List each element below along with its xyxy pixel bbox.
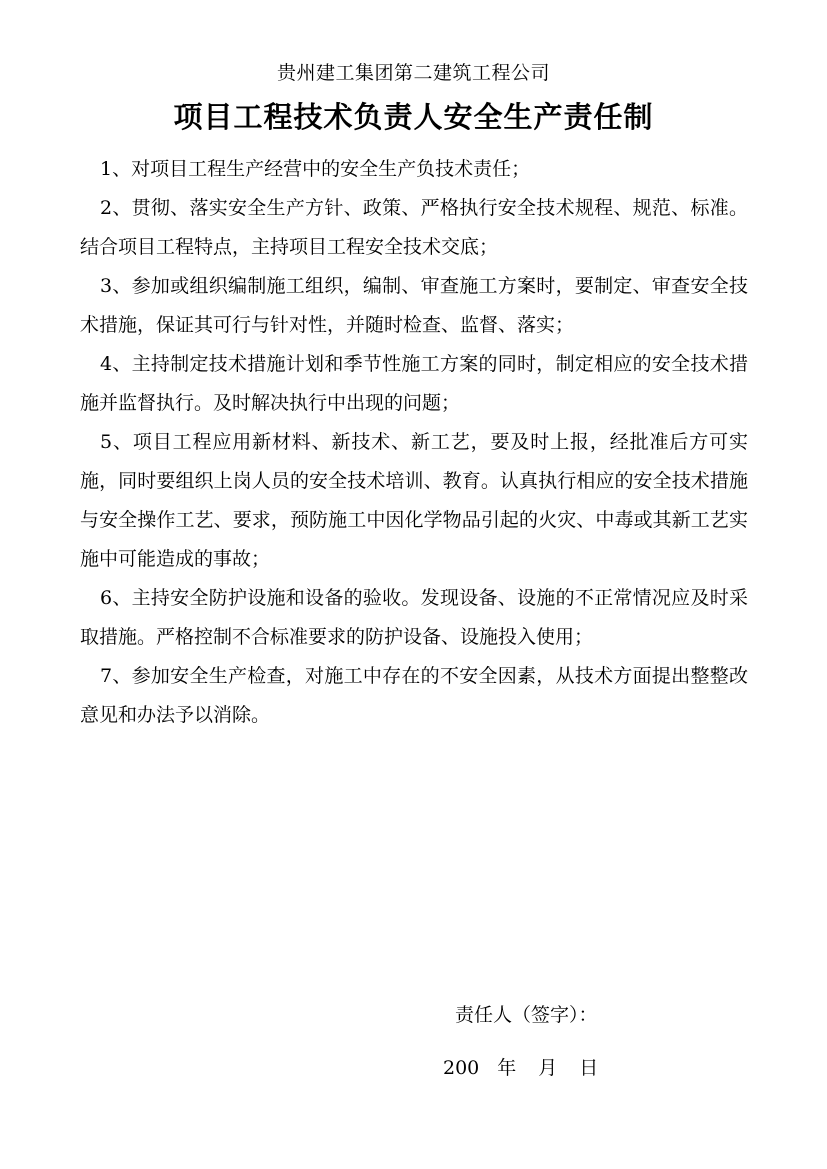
clause-5: 5、项目工程应用新材料、新技术、新工艺，要及时上报，经批准后方可实施，同时要组织上岗人员的安全技术培训、教育。认真执行相应的安全技术措施与安全操作工艺、要求，预防施工中因化学物品引起的火灾、中毒或其新工艺实施中可能造成的事故； (80, 431, 748, 570)
clause-2: 2、贯彻、落实安全生产方针、政策、严格执行安全技术规程、规范、标准。结合项目工程特点，主持项目工程安全技术交底； (80, 197, 748, 258)
company-name: 贵州建工集团第二建筑工程公司 (276, 62, 550, 84)
date-year: 200 (443, 1057, 480, 1079)
clause-4: 4、主持制定技术措施计划和季节性施工方案的同时，制定相应的安全技术措施并监督执行。及时解决执行中出现的问题； (80, 353, 748, 414)
date-day-unit: 日 (579, 1057, 599, 1079)
document-title: 项目工程技术负责人安全生产责任制 (173, 100, 654, 134)
date-line (443, 1053, 598, 1083)
date-month-unit: 月 (538, 1057, 558, 1079)
clause-1: 1、对项目工程生产经营中的安全生产负技术责任； (100, 158, 531, 180)
signature-label: 责任人（签字）： (455, 1004, 598, 1026)
clause-3: 3、参加或组织编制施工组织，编制、审查施工方案时，要制定、审查安全技术措施，保证其可行与针对性，并随时检查、监督、落实； (80, 275, 748, 336)
date-year-unit: 年 (497, 1057, 517, 1079)
clause-list (80, 150, 748, 735)
clause-7: 7、参加安全生产检查，对施工中存在的不安全因素，从技术方面提出整整改意见和办法予以消除。 (80, 665, 748, 726)
clause-6: 6、主持安全防护设施和设备的验收。发现设备、设施的不正常情况应及时采取措施。严格控制不合标准要求的防护设备、设施投入使用； (80, 587, 748, 648)
